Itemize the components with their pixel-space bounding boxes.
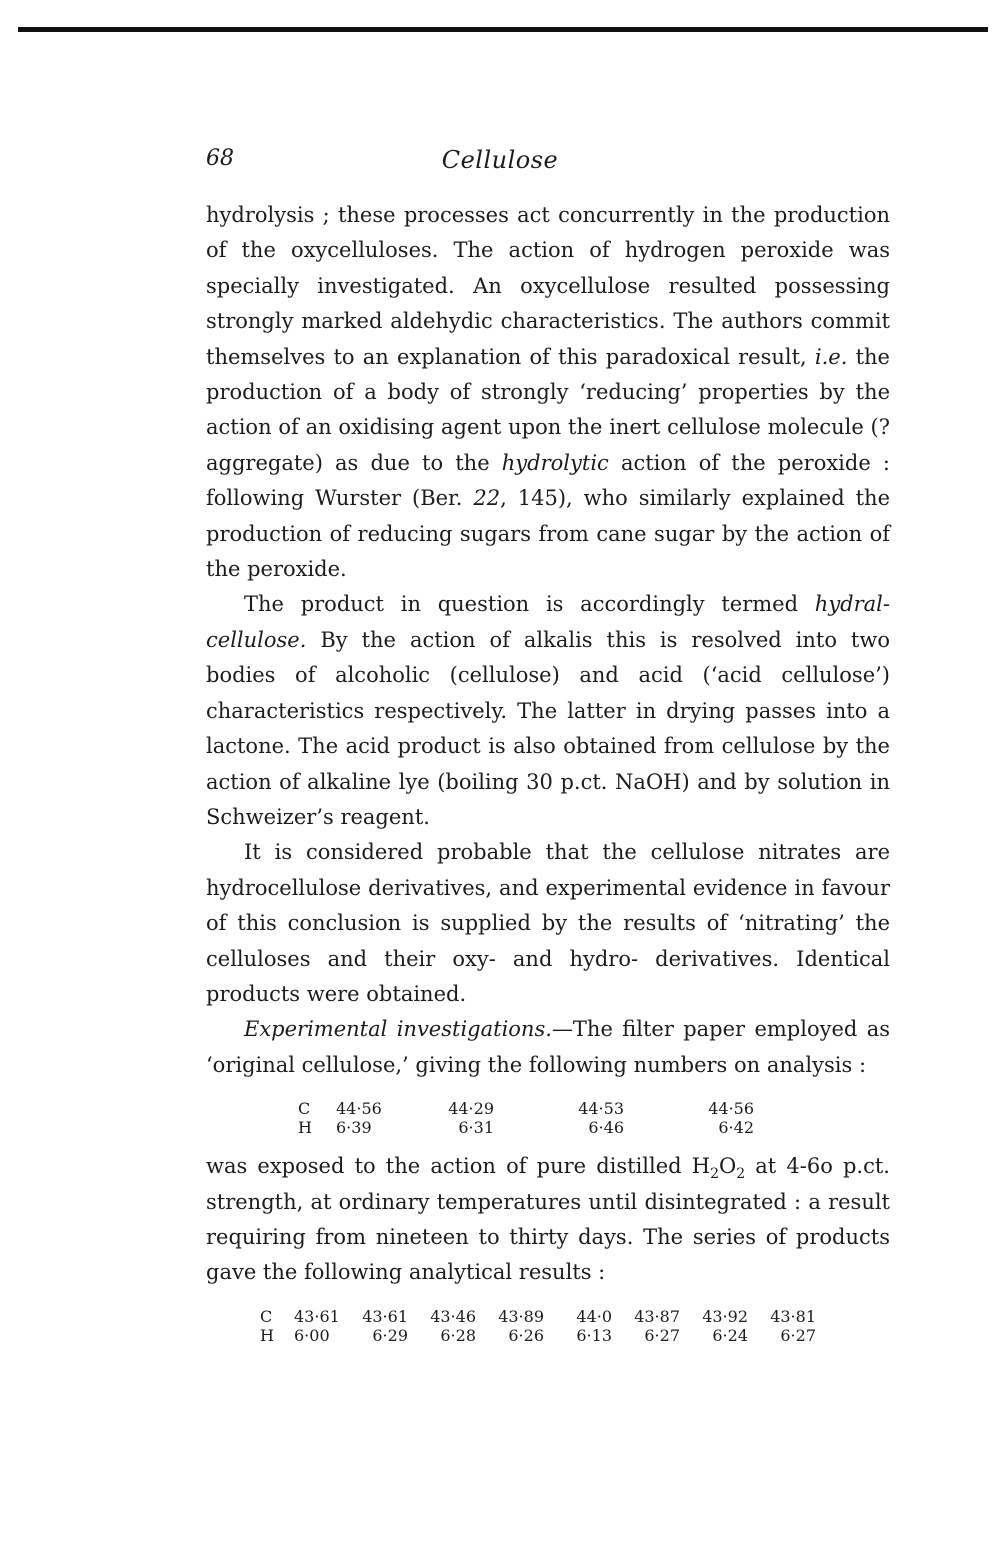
table-cell: 43·81 <box>770 1306 816 1326</box>
ber-volume: 22 <box>473 486 501 511</box>
text-run: The product in question is accordingly termed <box>244 592 815 617</box>
table-cell: 6·29 <box>372 1325 408 1345</box>
paragraph-3: It is considered probable that the cellulose nitrates are hydrocellulose derivatives, and experimental evidence in favour of this conclusion is supplied by the results of ‘nitrating’ the celluloses and their oxy- and hydro- derivatives. Identical products were obtained. <box>206 840 890 1006</box>
table-cell: 6·46 <box>588 1118 624 1138</box>
subscript: 2 <box>710 1166 719 1183</box>
table-cell: 44·56 <box>708 1099 754 1119</box>
table-cell: 6·31 <box>458 1118 494 1138</box>
text-run: O <box>719 1154 737 1179</box>
italic-hydrolytic: hydrolytic <box>501 450 609 475</box>
row-label: C <box>260 1306 273 1326</box>
analysis-table-original <box>206 1099 890 1137</box>
text-run: —The filter paper employed as ‘original cellulose,’ giving the following numbers on analysis : <box>206 1017 890 1077</box>
table-row-hydrogen <box>206 1118 890 1137</box>
italic-term-hydralcellulose: hydral-cellulose. <box>206 592 890 652</box>
subscript: 2 <box>736 1166 746 1183</box>
table-cell: 44·56 <box>336 1099 382 1119</box>
table-cell: 44·0 <box>576 1306 612 1326</box>
paragraph-4 <box>206 1012 890 1083</box>
paragraph-2 <box>206 587 890 835</box>
paragraph-1 <box>206 198 890 587</box>
text-run: the production of a body of strongly ‘reducing’ properties by the action of an oxidising agent upon the inert cellulose molecule (? aggregate) as due to the <box>206 344 890 475</box>
table-cell: 43·61 <box>294 1306 340 1326</box>
table-cell: 43·92 <box>702 1306 748 1326</box>
table-cell: 6·00 <box>294 1325 330 1345</box>
row-label: H <box>298 1118 312 1138</box>
table-cell: 6·13 <box>576 1325 612 1345</box>
text-run: at 4-6o p.ct. strength, at ordinary temperatures until disintegrated : a result requiring from nineteen to thirty days. The series of products gave the following analytical results : <box>206 1154 890 1285</box>
row-label: C <box>298 1099 311 1119</box>
italic-ie: i.e. <box>814 344 848 369</box>
text-run: By the action of alkalis this is resolved into two bodies of alcoholic (cellulose) and acid (‘acid cellulose’) characteristics respectively. The latter in drying passes into a lactone. The acid product is also obtained from cellulose by the action of alkaline lye (boiling 30 p.ct. NaOH) and by solution in Schweizer’s reagent. <box>206 627 890 829</box>
running-title: Cellulose <box>441 146 559 174</box>
table-row-carbon <box>206 1307 890 1326</box>
row-label: H <box>260 1325 274 1345</box>
table-row-hydrogen <box>206 1326 890 1345</box>
table-cell: 43·87 <box>634 1306 680 1326</box>
table-cell: 43·61 <box>362 1306 408 1326</box>
table-cell: 6·27 <box>780 1325 816 1345</box>
table-cell: 6·28 <box>440 1325 476 1345</box>
text-run: , 145), who similarly explained the production of reducing sugars from cane sugar by the action of the peroxide. <box>206 486 890 582</box>
analysis-table-products <box>206 1307 890 1345</box>
table-cell: 43·46 <box>430 1306 476 1326</box>
text-run: hydrolysis ; these processes act concurrently in the production of the oxycelluloses. The action of hydrogen peroxide was specially investigated. An oxycellulose resulted possessing strongly marked aldehydic characteristics. The authors commit themselves to an explanation of this paradoxical result, <box>206 203 890 369</box>
table-cell: 43·89 <box>498 1306 544 1326</box>
body-text <box>206 198 890 1357</box>
table-cell: 6·26 <box>508 1325 544 1345</box>
table-cell: 6·27 <box>644 1325 680 1345</box>
table-cell: 6·39 <box>336 1118 372 1138</box>
table-row-carbon <box>206 1099 890 1118</box>
table-cell: 44·29 <box>448 1099 494 1119</box>
table-cell: 6·42 <box>718 1118 754 1138</box>
text-run: was exposed to the action of pure distilled H <box>206 1154 711 1179</box>
section-heading: Experimental investigations. <box>244 1017 552 1042</box>
text-run: action of the peroxide : following Wurster (Ber. <box>206 450 890 511</box>
page-number: 68 <box>206 146 234 171</box>
paragraph-5 <box>206 1149 890 1291</box>
top-rule <box>18 27 988 32</box>
table-cell: 44·53 <box>578 1099 624 1119</box>
table-cell: 6·24 <box>712 1325 748 1345</box>
